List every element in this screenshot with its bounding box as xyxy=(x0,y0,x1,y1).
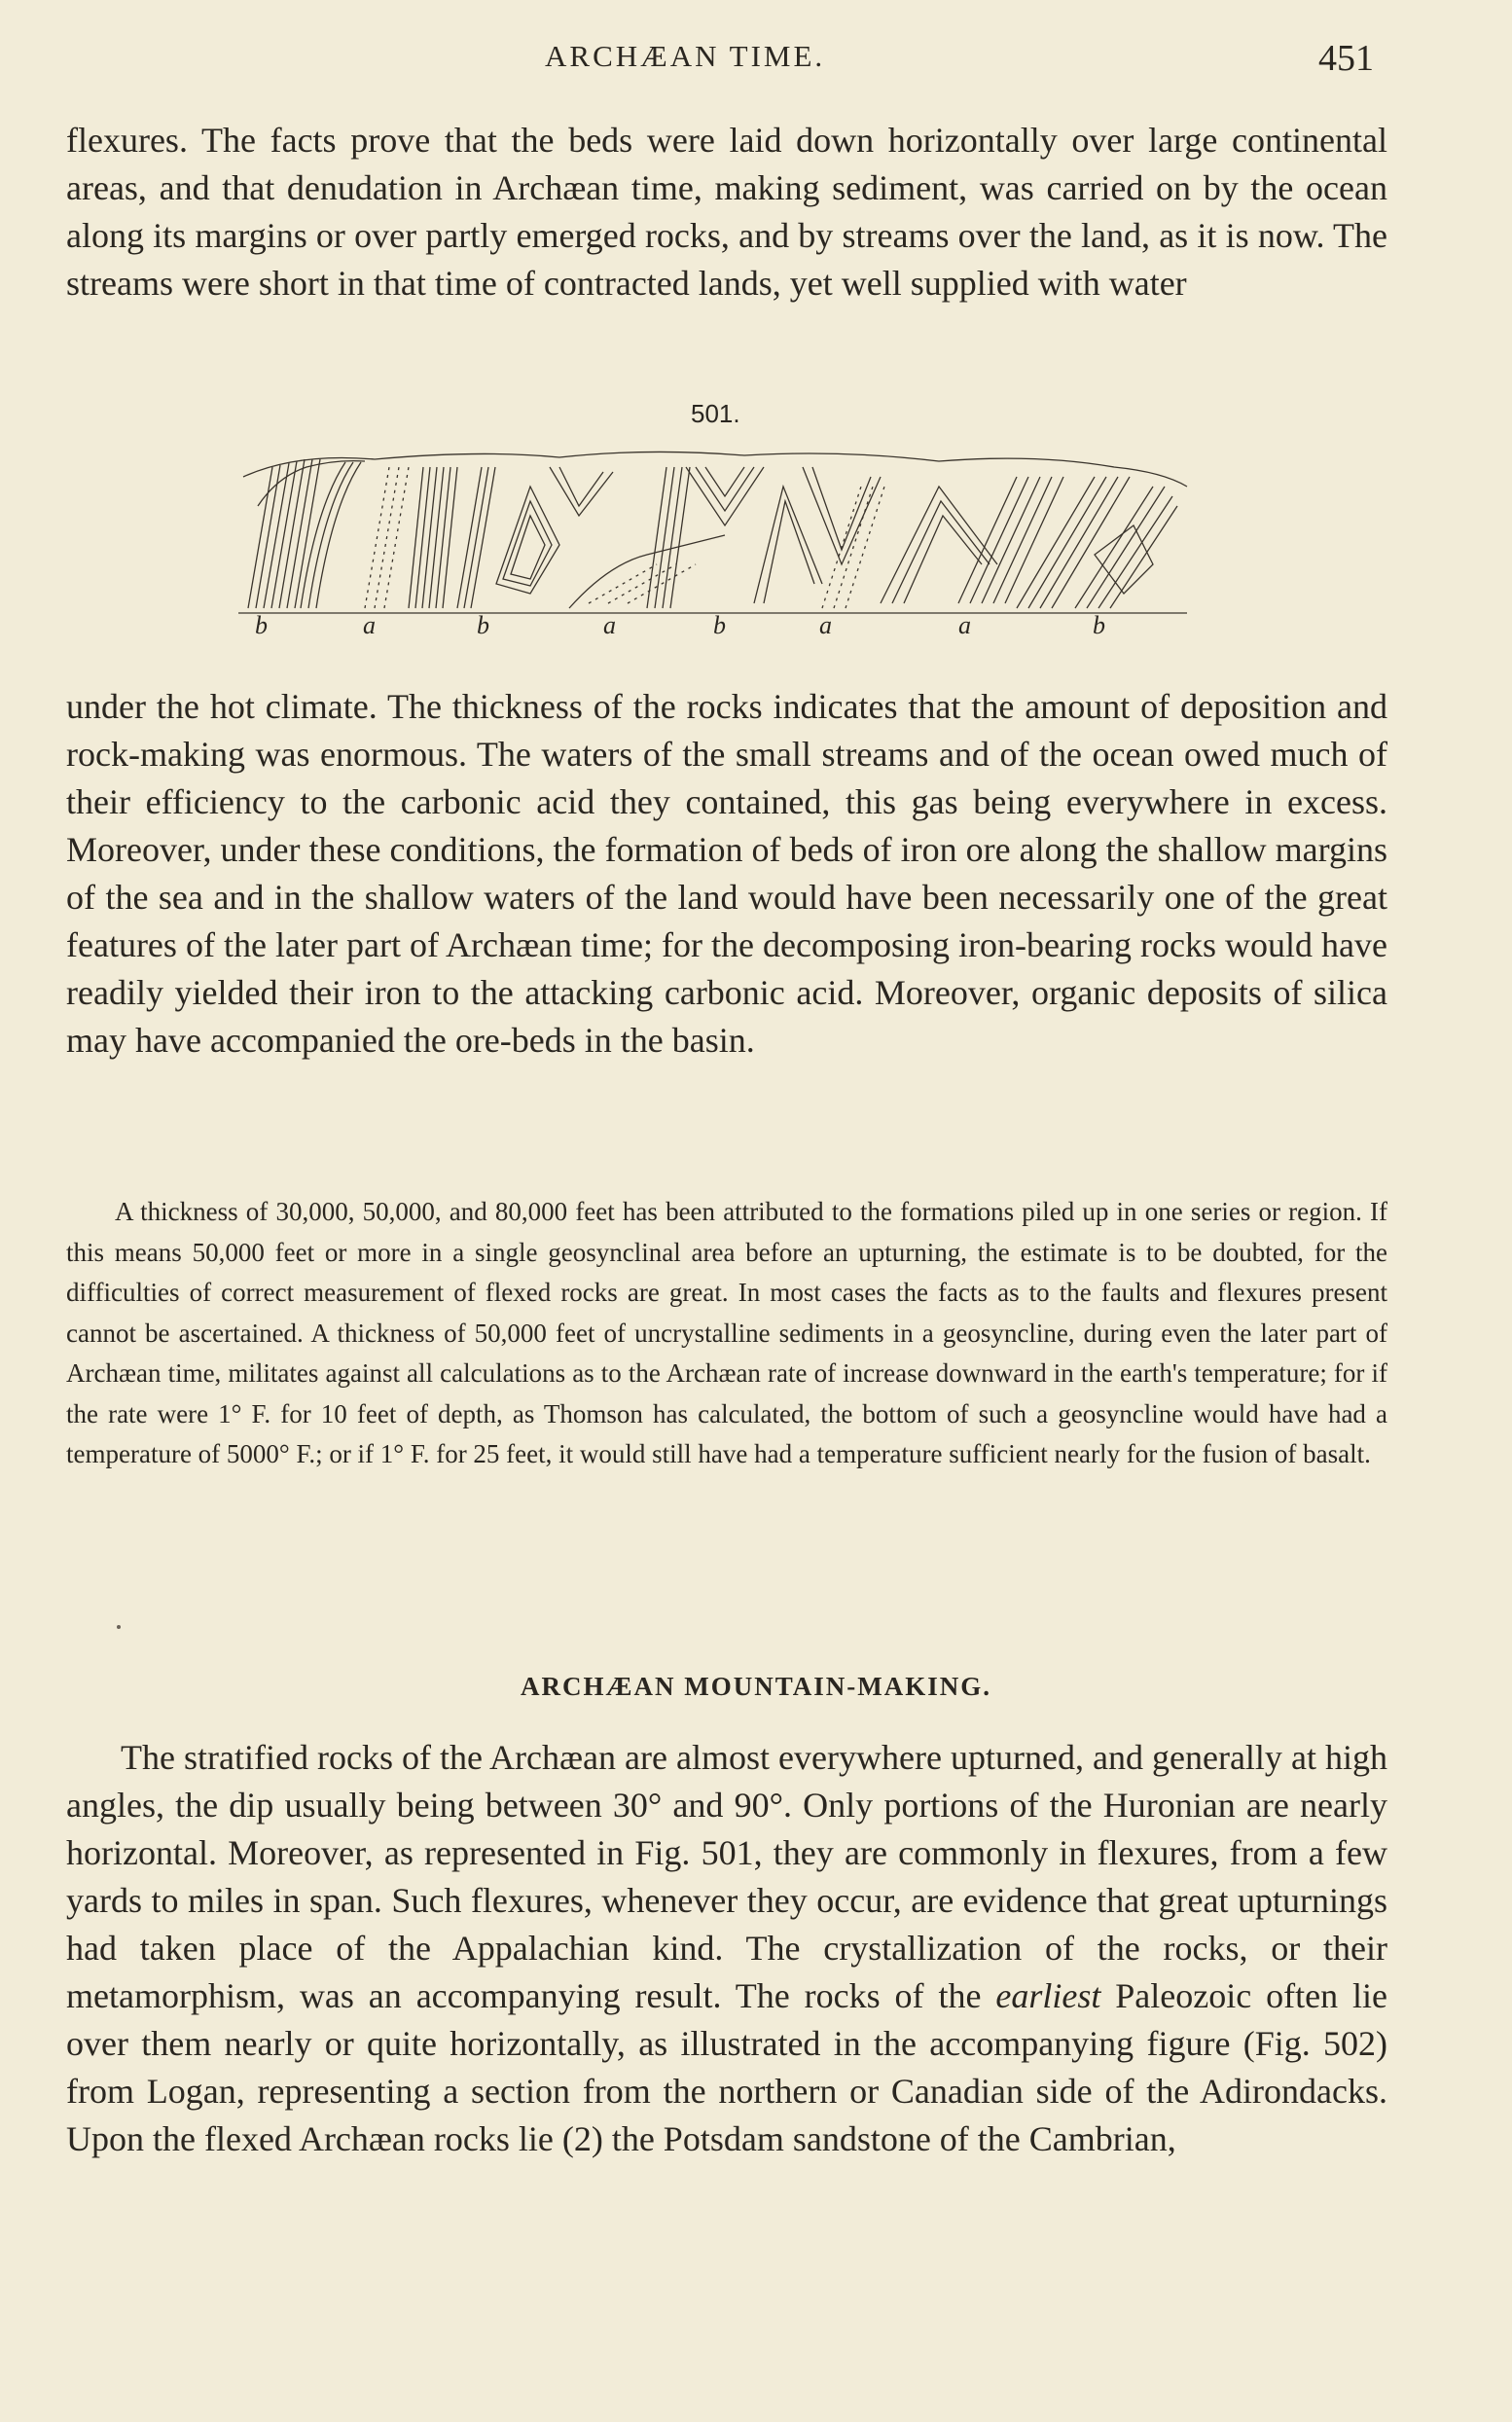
figure-letter: b xyxy=(713,611,726,639)
figure-letter: a xyxy=(363,611,376,639)
fold-group-right xyxy=(881,477,1177,608)
stray-mark xyxy=(117,1625,121,1629)
paragraph-2 xyxy=(66,683,1387,1065)
figure-letter: b xyxy=(477,611,489,639)
section-heading: ARCHÆAN MOUNTAIN-MAKING. xyxy=(521,1672,991,1701)
figure-letter: a xyxy=(958,611,971,639)
figure-letter: b xyxy=(255,611,268,639)
running-head xyxy=(0,37,1512,86)
fold-group-left xyxy=(248,459,365,608)
running-title: ARCHÆAN TIME. xyxy=(545,39,826,73)
paragraph-3-part-1: The stratified rocks of the Archæan are almost everywhere upturned, and generally at high angles, the dip usually being between 30° and 90°. Only portions of the Huronian are nearly horizontal. Moreover, as represented in Fig. 501, they are commonly in flexures, from a few yards to miles in span. Such flexures, whenever they occur, are evidence that great upturnings had taken place of the Appalachian kind. The crystallization of the rocks, or their metamorphism, was an accompanying result. The rocks of the xyxy=(66,1738,1387,2015)
paragraph-1 xyxy=(66,117,1387,307)
dotted-zone-a1 xyxy=(365,467,409,608)
fold-group-middle xyxy=(409,467,725,608)
figure-letter: a xyxy=(603,611,616,639)
dotted-zone-a3 xyxy=(822,487,884,608)
figure-letter: b xyxy=(1093,611,1105,639)
paragraph-3-part-2: Paleozoic often lie over them nearly or quite horizontally, as illustrated in the accompanying figure (Fig. 502) from Logan, representing a section from the northern or Canadian side of the Adirondacks. Upon the flexed Archæan rocks lie (2) the Potsdam sandstone of the Cambrian, xyxy=(66,1976,1388,2158)
fold-group-center xyxy=(647,467,881,608)
small-print-text: A thickness of 30,000, 50,000, and 80,000 feet has been attributed to the formations piled up in one series or region. If this means 50,000 feet or more in a single geosynclinal area before an upturning, the estimate is to be doubted, for the difficulties of correct measurement of flexed rocks are great. In most cases the facts as to the faults and flexures present cannot be ascertained. A thickness of 50,000 feet of uncrystalline sediments in a geosyncline, during even the later part of Archæan time, militates against all calculations as to the Archæan rate of increase downward in the earth's temperature; for if the rate were 1° F. for 10 feet of depth, as Thomson has calculated, the bottom of such a geosyncline would have had a temperature of 5000° F.; or if 1° F. for 25 feet, it would still have had a temperature sufficient nearly for the fusion of basalt. xyxy=(66,1197,1387,1468)
paragraph-3 xyxy=(66,1734,1387,2163)
small-print-note xyxy=(66,1192,1387,1475)
dotted-zone-a2 xyxy=(589,564,696,603)
paragraph-1-text: flexures. The facts prove that the beds were laid down horizontally over large continental areas, and that denudation in Archæan time, making sediment, was carried on by the ocean along its margins or over partly emerged rocks, and by streams over the land, as it is now. The streams were short in that time of contracted lands, yet well supplied with water xyxy=(66,121,1387,303)
paragraph-3-text xyxy=(66,1734,1387,2163)
figure-letter: a xyxy=(819,611,832,639)
paragraph-2-text: under the hot climate. The thickness of the rocks indicates that the amount of deposition and rock-making was enormous. The waters of the small streams and of the ocean owed much of their efficiency to the carbonic acid they contained, this gas being everywhere in excess. Moreover, under these conditions, the formation of beds of iron ore along the shallow margins of the sea and in the shallow waters of the land would have been necessarily one of the great features of the later part of Archæan time; for the decomposing iron-bearing rocks would have readily yielded their iron to the attacking carbonic acid. Moreover, organic deposits of silica may have accompanied the ore-beds in the basin. xyxy=(66,687,1387,1060)
figure-number: 501. xyxy=(691,399,740,428)
paragraph-3-emphasis: earliest xyxy=(995,1976,1101,2015)
page-number: 451 xyxy=(1318,38,1374,79)
